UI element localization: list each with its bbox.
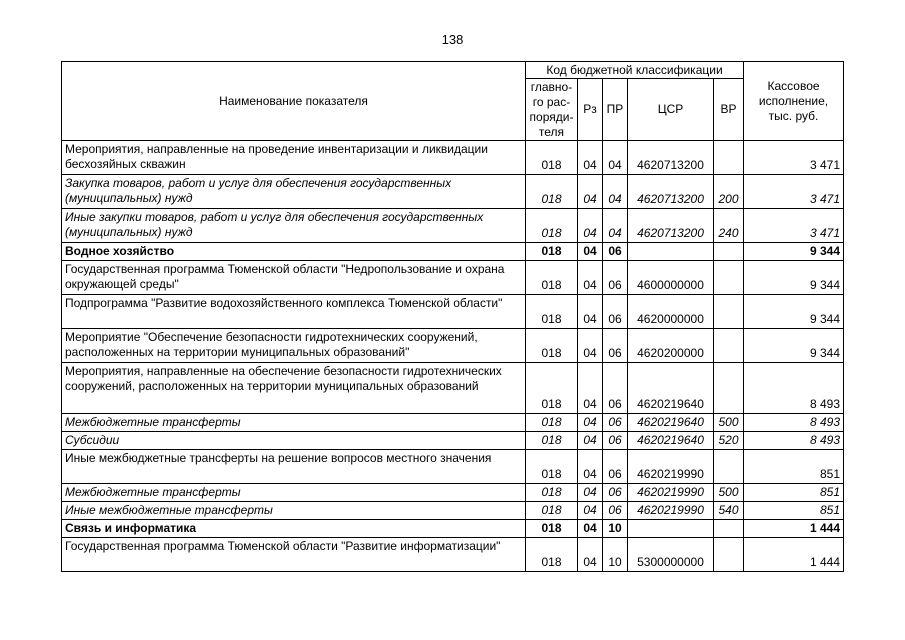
cell-name: Мероприятия, направленные на обеспечение безопасности гидротехнических сооружений, расположенных на территории муниципальных образований — [62, 363, 526, 414]
cell-admin: 018 — [526, 484, 578, 502]
table-row — [62, 538, 844, 572]
cell-amount: 3 471 — [744, 175, 844, 209]
cell-admin: 018 — [526, 414, 578, 432]
cell-csr: 4620219990 — [628, 484, 714, 502]
header-amount: Кассовое исполнение, тыс. руб. — [744, 62, 844, 141]
cell-rz: 04 — [578, 175, 603, 209]
cell-pr: 06 — [603, 502, 628, 520]
header-pr: ПР — [603, 79, 628, 141]
header-admin: главно-го рас-поряди-теля — [526, 79, 578, 141]
cell-pr: 04 — [603, 175, 628, 209]
cell-admin: 018 — [526, 329, 578, 363]
cell-name: Иные закупки товаров, работ и услуг для обеспечения государственных (муниципальных) нужд — [62, 209, 526, 243]
cell-csr: 4620219640 — [628, 414, 714, 432]
header-code-group: Код бюджетной классификации — [526, 62, 744, 79]
cell-admin: 018 — [526, 175, 578, 209]
table-row — [62, 414, 844, 432]
cell-vr — [714, 141, 744, 175]
cell-admin: 018 — [526, 261, 578, 295]
cell-rz: 04 — [578, 141, 603, 175]
cell-vr — [714, 295, 744, 329]
cell-vr: 500 — [714, 414, 744, 432]
cell-admin: 018 — [526, 432, 578, 450]
cell-rz: 04 — [578, 414, 603, 432]
cell-admin: 018 — [526, 209, 578, 243]
cell-vr: 520 — [714, 432, 744, 450]
cell-admin: 018 — [526, 363, 578, 414]
cell-csr: 4620219640 — [628, 432, 714, 450]
table-row — [62, 141, 844, 175]
cell-vr — [714, 520, 744, 538]
cell-vr: 500 — [714, 484, 744, 502]
cell-rz: 04 — [578, 329, 603, 363]
cell-vr — [714, 363, 744, 414]
cell-admin: 018 — [526, 538, 578, 572]
cell-csr: 4600000000 — [628, 261, 714, 295]
table-row — [62, 484, 844, 502]
cell-amount: 851 — [744, 484, 844, 502]
cell-admin: 018 — [526, 295, 578, 329]
cell-name: Водное хозяйство — [62, 243, 526, 261]
budget-table — [61, 61, 844, 572]
cell-pr: 06 — [603, 414, 628, 432]
cell-pr: 06 — [603, 450, 628, 484]
cell-csr — [628, 243, 714, 261]
cell-rz: 04 — [578, 432, 603, 450]
cell-name: Иные межбюджетные трансферты на решение вопросов местного значения — [62, 450, 526, 484]
cell-pr: 04 — [603, 141, 628, 175]
cell-amount: 3 471 — [744, 209, 844, 243]
cell-csr: 4620713200 — [628, 209, 714, 243]
cell-vr: 540 — [714, 502, 744, 520]
cell-csr: 4620200000 — [628, 329, 714, 363]
table-row — [62, 295, 844, 329]
cell-name: Мероприятия, направленные на проведение инвентаризации и ликвидации бесхозяйных скважин — [62, 141, 526, 175]
table-row — [62, 363, 844, 414]
cell-name: Закупка товаров, работ и услуг для обеспечения государственных (муниципальных) нужд — [62, 175, 526, 209]
cell-rz: 04 — [578, 363, 603, 414]
cell-csr: 4620713200 — [628, 175, 714, 209]
cell-rz: 04 — [578, 243, 603, 261]
header-csr: ЦСР — [628, 79, 714, 141]
cell-csr: 4620219990 — [628, 502, 714, 520]
header-name: Наименование показателя — [62, 62, 526, 141]
cell-admin: 018 — [526, 520, 578, 538]
cell-rz: 04 — [578, 450, 603, 484]
cell-name: Иные межбюджетные трансферты — [62, 502, 526, 520]
cell-admin: 018 — [526, 243, 578, 261]
cell-name: Межбюджетные трансферты — [62, 484, 526, 502]
cell-name: Государственная программа Тюменской области "Развитие информатизации" — [62, 538, 526, 572]
cell-amount: 8 493 — [744, 414, 844, 432]
header-rz: Рз — [578, 79, 603, 141]
cell-admin: 018 — [526, 141, 578, 175]
cell-admin: 018 — [526, 450, 578, 484]
cell-vr — [714, 450, 744, 484]
table-row — [62, 502, 844, 520]
cell-name: Межбюджетные трансферты — [62, 414, 526, 432]
page-number: 138 — [441, 32, 464, 47]
cell-csr: 4620219640 — [628, 363, 714, 414]
cell-name: Подпрограмма "Развитие водохозяйственного комплекса Тюменской области" — [62, 295, 526, 329]
cell-pr: 10 — [603, 538, 628, 572]
cell-vr: 240 — [714, 209, 744, 243]
cell-amount: 8 493 — [744, 363, 844, 414]
cell-rz: 04 — [578, 295, 603, 329]
cell-csr: 5300000000 — [628, 538, 714, 572]
cell-rz: 04 — [578, 209, 603, 243]
cell-csr: 4620219990 — [628, 450, 714, 484]
cell-vr — [714, 329, 744, 363]
cell-amount: 851 — [744, 450, 844, 484]
cell-amount: 1 444 — [744, 538, 844, 572]
cell-csr: 4620000000 — [628, 295, 714, 329]
table-row — [62, 209, 844, 243]
cell-rz: 04 — [578, 484, 603, 502]
table-row — [62, 243, 844, 261]
cell-amount: 1 444 — [744, 520, 844, 538]
cell-rz: 04 — [578, 261, 603, 295]
cell-amount: 8 493 — [744, 432, 844, 450]
cell-pr: 06 — [603, 329, 628, 363]
cell-pr: 10 — [603, 520, 628, 538]
table-row — [62, 520, 844, 538]
cell-amount: 9 344 — [744, 295, 844, 329]
cell-name: Субсидии — [62, 432, 526, 450]
cell-rz: 04 — [578, 520, 603, 538]
table-row — [62, 450, 844, 484]
cell-csr — [628, 520, 714, 538]
cell-amount: 9 344 — [744, 329, 844, 363]
cell-vr — [714, 243, 744, 261]
cell-pr: 06 — [603, 295, 628, 329]
cell-rz: 04 — [578, 502, 603, 520]
cell-pr: 06 — [603, 243, 628, 261]
cell-amount: 9 344 — [744, 243, 844, 261]
table-row — [62, 261, 844, 295]
cell-pr: 06 — [603, 484, 628, 502]
cell-rz: 04 — [578, 538, 603, 572]
cell-pr: 06 — [603, 261, 628, 295]
cell-pr: 06 — [603, 363, 628, 414]
table-body — [62, 141, 844, 572]
header-vr: ВР — [714, 79, 744, 141]
cell-amount: 3 471 — [744, 141, 844, 175]
cell-amount: 9 344 — [744, 261, 844, 295]
cell-vr — [714, 538, 744, 572]
cell-name: Государственная программа Тюменской области "Недропользование и охрана окружающей среды" — [62, 261, 526, 295]
cell-amount: 851 — [744, 502, 844, 520]
cell-name: Мероприятие "Обеспечение безопасности гидротехнических сооружений, расположенных на территории муниципальных образований" — [62, 329, 526, 363]
table-row — [62, 175, 844, 209]
cell-csr: 4620713200 — [628, 141, 714, 175]
table-row — [62, 432, 844, 450]
cell-admin: 018 — [526, 502, 578, 520]
cell-vr: 200 — [714, 175, 744, 209]
cell-pr: 04 — [603, 209, 628, 243]
cell-pr: 06 — [603, 432, 628, 450]
cell-name: Связь и информатика — [62, 520, 526, 538]
table-row — [62, 329, 844, 363]
cell-vr — [714, 261, 744, 295]
